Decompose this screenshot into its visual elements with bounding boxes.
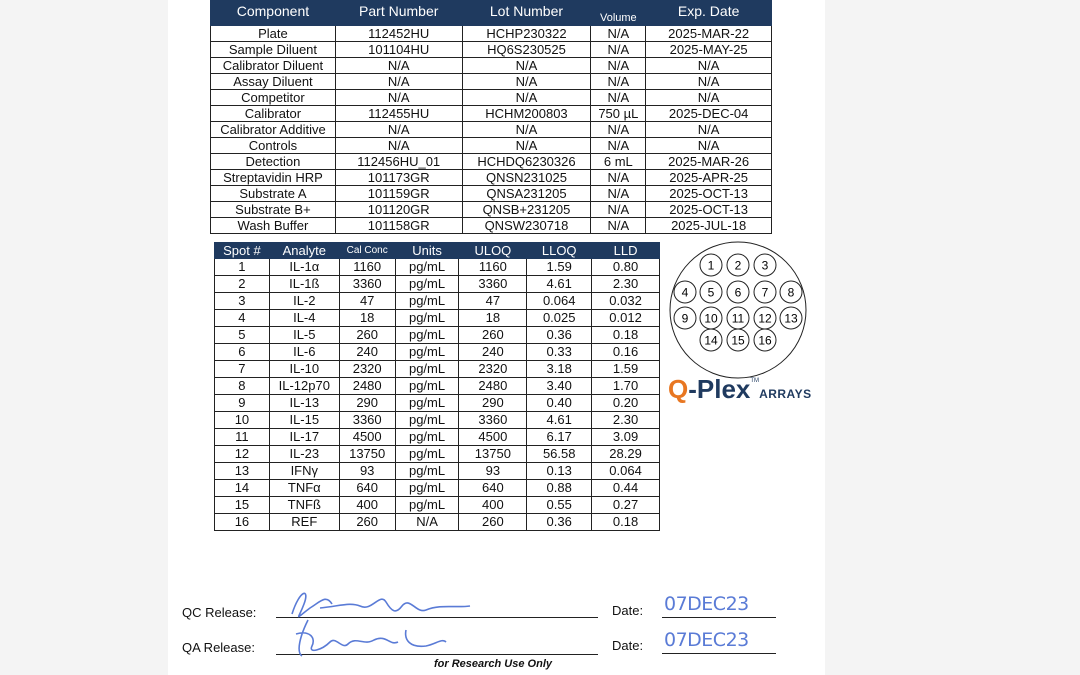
analyte-cell: pg/mL	[395, 446, 459, 463]
analyte-cell: pg/mL	[395, 497, 459, 514]
analyte-cell: 260	[339, 514, 395, 531]
analyte-cell: pg/mL	[395, 378, 459, 395]
analyte-cell: 13750	[459, 446, 527, 463]
analyte-row	[215, 361, 660, 378]
components-cell: QNSB+231205	[462, 202, 591, 218]
header-cal-conc: Cal Conc	[339, 243, 395, 259]
components-cell: 2025-MAR-22	[646, 26, 772, 42]
analyte-cell: 240	[459, 344, 527, 361]
components-cell: 101120GR	[335, 202, 462, 218]
components-cell: 2025-OCT-13	[646, 202, 772, 218]
analyte-cell: 3.09	[592, 429, 660, 446]
analyte-cell: IL-6	[269, 344, 339, 361]
analyte-cell: 6.17	[527, 429, 592, 446]
components-row	[211, 186, 772, 202]
analyte-row	[215, 344, 660, 361]
components-cell: HCHDQ6230326	[462, 154, 591, 170]
components-cell: 2025-APR-25	[646, 170, 772, 186]
analyte-row	[215, 395, 660, 412]
components-cell: HQ6S230525	[462, 42, 591, 58]
analyte-cell: 3360	[339, 412, 395, 429]
analyte-cell: 2	[215, 276, 270, 293]
components-cell: N/A	[591, 170, 646, 186]
components-row	[211, 170, 772, 186]
analyte-cell: 240	[339, 344, 395, 361]
components-cell: N/A	[646, 90, 772, 106]
analyte-cell: 18	[459, 310, 527, 327]
components-row	[211, 58, 772, 74]
qc-date-line	[662, 617, 776, 618]
analyte-row	[215, 497, 660, 514]
components-cell: Calibrator Additive	[211, 122, 336, 138]
analyte-row	[215, 463, 660, 480]
components-header-row	[211, 0, 772, 26]
analyte-cell: 2320	[459, 361, 527, 378]
components-cell: QNSN231025	[462, 170, 591, 186]
analyte-row	[215, 378, 660, 395]
analyte-cell: pg/mL	[395, 344, 459, 361]
analyte-cell: IL-15	[269, 412, 339, 429]
header-lld: LLD	[592, 243, 660, 259]
analyte-cell: 0.064	[592, 463, 660, 480]
components-cell: 101159GR	[335, 186, 462, 202]
components-cell: N/A	[335, 58, 462, 74]
analyte-row	[215, 412, 660, 429]
header-component: Component	[211, 0, 336, 26]
header-uloq: ULOQ	[459, 243, 527, 259]
analyte-cell: 400	[339, 497, 395, 514]
spot-label: 12	[758, 311, 772, 326]
header-analyte: Analyte	[269, 243, 339, 259]
analyte-cell: 93	[459, 463, 527, 480]
components-cell: 2025-JUL-18	[646, 218, 772, 234]
analyte-cell: 2.30	[592, 276, 660, 293]
analyte-cell: 640	[459, 480, 527, 497]
analyte-cell: 1.70	[592, 378, 660, 395]
components-cell: N/A	[591, 42, 646, 58]
analyte-cell: 0.33	[527, 344, 592, 361]
header-part-number: Part Number	[335, 0, 462, 26]
components-cell: N/A	[591, 218, 646, 234]
analyte-cell: 400	[459, 497, 527, 514]
analyte-cell: 4500	[459, 429, 527, 446]
components-cell: N/A	[335, 90, 462, 106]
analyte-cell: 1	[215, 259, 270, 276]
components-cell: Substrate A	[211, 186, 336, 202]
analyte-cell: 260	[459, 327, 527, 344]
components-cell: N/A	[462, 138, 591, 154]
components-cell: N/A	[591, 202, 646, 218]
spot-label: 16	[758, 333, 772, 348]
analyte-row	[215, 429, 660, 446]
components-cell: N/A	[462, 122, 591, 138]
analyte-cell: 0.88	[527, 480, 592, 497]
analyte-cell: 47	[339, 293, 395, 310]
analyte-cell: 1160	[459, 259, 527, 276]
components-cell: Calibrator	[211, 106, 336, 122]
spot-label: 13	[784, 311, 798, 326]
spot-label: 14	[704, 333, 718, 348]
analyte-cell: pg/mL	[395, 429, 459, 446]
components-cell: N/A	[591, 90, 646, 106]
components-cell: QNSA231205	[462, 186, 591, 202]
qc-date-label: Date:	[612, 603, 644, 618]
components-cell: Assay Diluent	[211, 74, 336, 90]
analyte-cell: 11	[215, 429, 270, 446]
analyte-cell: 2.30	[592, 412, 660, 429]
components-cell: Controls	[211, 138, 336, 154]
analyte-cell: N/A	[395, 514, 459, 531]
analyte-row	[215, 276, 660, 293]
analyte-cell: 47	[459, 293, 527, 310]
analyte-cell: IL-4	[269, 310, 339, 327]
analyte-cell: 3360	[339, 276, 395, 293]
components-cell: HCHP230322	[462, 26, 591, 42]
header-volume: Volume	[591, 0, 646, 26]
analyte-cell: 5	[215, 327, 270, 344]
analyte-cell: 1160	[339, 259, 395, 276]
analyte-cell: TNFß	[269, 497, 339, 514]
analyte-cell: pg/mL	[395, 480, 459, 497]
analyte-cell: 93	[339, 463, 395, 480]
analyte-row	[215, 327, 660, 344]
components-row	[211, 138, 772, 154]
analyte-cell: IL-1α	[269, 259, 339, 276]
spot-label: 15	[731, 333, 745, 348]
analyte-cell: 10	[215, 412, 270, 429]
components-cell: N/A	[646, 138, 772, 154]
qa-date-line	[662, 653, 776, 654]
analyte-cell: 0.27	[592, 497, 660, 514]
analyte-row	[215, 310, 660, 327]
analyte-cell: IL-2	[269, 293, 339, 310]
analyte-cell: 16	[215, 514, 270, 531]
qa-date-value: 07DEC23	[664, 629, 749, 651]
spot-label: 8	[787, 285, 795, 300]
components-cell: N/A	[591, 58, 646, 74]
components-cell: 750 µL	[591, 106, 646, 122]
analyte-cell: IL-1ß	[269, 276, 339, 293]
header-units: Units	[395, 243, 459, 259]
analyte-cell: 14	[215, 480, 270, 497]
analyte-cell: 0.36	[527, 514, 592, 531]
components-cell: QNSW230718	[462, 218, 591, 234]
analyte-cell: 13	[215, 463, 270, 480]
analyte-cell: pg/mL	[395, 463, 459, 480]
components-cell: N/A	[462, 74, 591, 90]
components-cell: 112455HU	[335, 106, 462, 122]
header-spot: Spot #	[215, 243, 270, 259]
analyte-cell: 12	[215, 446, 270, 463]
header-lloq: LLOQ	[527, 243, 592, 259]
components-cell: N/A	[462, 90, 591, 106]
analyte-cell: 0.36	[527, 327, 592, 344]
analyte-cell: 0.032	[592, 293, 660, 310]
components-cell: N/A	[646, 122, 772, 138]
analyte-cell: 0.18	[592, 514, 660, 531]
analyte-cell: 0.20	[592, 395, 660, 412]
analyte-cell: 4.61	[527, 412, 592, 429]
components-cell: Calibrator Diluent	[211, 58, 336, 74]
analyte-cell: 0.80	[592, 259, 660, 276]
analyte-cell: 290	[459, 395, 527, 412]
components-cell: Streptavidin HRP	[211, 170, 336, 186]
spot-label: 3	[761, 258, 769, 273]
logo-tm: TM	[750, 378, 760, 384]
components-cell: N/A	[591, 26, 646, 42]
analyte-cell: TNFα	[269, 480, 339, 497]
components-cell: N/A	[591, 186, 646, 202]
components-cell: 112452HU	[335, 26, 462, 42]
analyte-cell: 4500	[339, 429, 395, 446]
analyte-cell: 9	[215, 395, 270, 412]
logo-q: Q	[668, 374, 689, 404]
analyte-cell: IL-17	[269, 429, 339, 446]
qc-release-label: QC Release:	[182, 605, 257, 620]
analyte-cell: IL-5	[269, 327, 339, 344]
spot-label: 11	[731, 311, 745, 326]
analyte-row	[215, 293, 660, 310]
analyte-row	[215, 514, 660, 531]
spot-label: 6	[734, 285, 742, 300]
analyte-cell: 0.064	[527, 293, 592, 310]
components-cell: 101173GR	[335, 170, 462, 186]
analyte-cell: pg/mL	[395, 310, 459, 327]
analyte-cell: 6	[215, 344, 270, 361]
components-cell: Sample Diluent	[211, 42, 336, 58]
components-cell: Substrate B+	[211, 202, 336, 218]
components-row	[211, 90, 772, 106]
analyte-cell: 290	[339, 395, 395, 412]
analyte-cell: pg/mL	[395, 361, 459, 378]
spot-label: 10	[704, 311, 718, 326]
analyte-cell: 3.40	[527, 378, 592, 395]
analyte-row	[215, 480, 660, 497]
components-table	[210, 0, 772, 234]
analyte-cell: 3	[215, 293, 270, 310]
header-exp-date: Exp. Date	[646, 0, 772, 26]
qc-date-value: 07DEC23	[664, 593, 749, 615]
components-cell: 101104HU	[335, 42, 462, 58]
components-row	[211, 106, 772, 122]
components-cell: Competitor	[211, 90, 336, 106]
components-cell: 101158GR	[335, 218, 462, 234]
components-cell: 2025-OCT-13	[646, 186, 772, 202]
spot-label: 1	[707, 258, 715, 273]
components-cell: Plate	[211, 26, 336, 42]
components-cell: 2025-MAY-25	[646, 42, 772, 58]
research-use-footer: for Research Use Only	[434, 658, 552, 670]
components-cell: 2025-DEC-04	[646, 106, 772, 122]
analyte-cell: IFNγ	[269, 463, 339, 480]
components-row	[211, 26, 772, 42]
analyte-cell: 7	[215, 361, 270, 378]
spot-label: 2	[734, 258, 742, 273]
analyte-cell: 18	[339, 310, 395, 327]
spot-label: 9	[681, 311, 689, 326]
spot-label: 4	[681, 285, 689, 300]
qa-date-label: Date:	[612, 638, 644, 653]
analyte-cell: pg/mL	[395, 412, 459, 429]
qa-signature	[286, 616, 466, 660]
components-row	[211, 154, 772, 170]
analyte-row	[215, 446, 660, 463]
components-row	[211, 122, 772, 138]
spot-map-diagram	[668, 240, 808, 380]
components-row	[211, 74, 772, 90]
components-row	[211, 42, 772, 58]
analyte-cell: 1.59	[527, 259, 592, 276]
analyte-cell: REF	[269, 514, 339, 531]
components-cell: N/A	[646, 58, 772, 74]
analyte-cell: 3.18	[527, 361, 592, 378]
components-cell: Wash Buffer	[211, 218, 336, 234]
analyte-cell: 4.61	[527, 276, 592, 293]
analyte-row	[215, 259, 660, 276]
analyte-cell: 3360	[459, 276, 527, 293]
analyte-cell: IL-10	[269, 361, 339, 378]
components-cell: Detection	[211, 154, 336, 170]
analyte-cell: 0.025	[527, 310, 592, 327]
components-cell: N/A	[335, 138, 462, 154]
components-cell: 112456HU_01	[335, 154, 462, 170]
analyte-cell: 2320	[339, 361, 395, 378]
analyte-cell: 0.18	[592, 327, 660, 344]
components-cell: N/A	[591, 138, 646, 154]
analyte-cell: 2480	[459, 378, 527, 395]
analyte-cell: pg/mL	[395, 395, 459, 412]
components-row	[211, 218, 772, 234]
analyte-cell: IL-13	[269, 395, 339, 412]
analyte-table	[214, 242, 660, 531]
analyte-cell: pg/mL	[395, 327, 459, 344]
components-cell: N/A	[646, 74, 772, 90]
analyte-cell: 4	[215, 310, 270, 327]
analyte-cell: 0.13	[527, 463, 592, 480]
components-cell: N/A	[462, 58, 591, 74]
components-cell: N/A	[335, 74, 462, 90]
q-plex-logo	[668, 374, 828, 408]
components-cell: 2025-MAR-26	[646, 154, 772, 170]
analyte-cell: pg/mL	[395, 259, 459, 276]
components-cell: 6 mL	[591, 154, 646, 170]
analyte-cell: 0.44	[592, 480, 660, 497]
analyte-cell: 0.16	[592, 344, 660, 361]
components-cell: HCHM200803	[462, 106, 591, 122]
components-cell: N/A	[591, 122, 646, 138]
analyte-cell: 1.59	[592, 361, 660, 378]
analyte-cell: 260	[459, 514, 527, 531]
analyte-cell: pg/mL	[395, 276, 459, 293]
analyte-header-row	[215, 243, 660, 259]
analyte-cell: pg/mL	[395, 293, 459, 310]
analyte-cell: IL-12p70	[269, 378, 339, 395]
components-row	[211, 202, 772, 218]
analyte-cell: 56.58	[527, 446, 592, 463]
analyte-cell: 28.29	[592, 446, 660, 463]
analyte-cell: 640	[339, 480, 395, 497]
analyte-cell: 2480	[339, 378, 395, 395]
analyte-cell: 0.40	[527, 395, 592, 412]
spot-label: 5	[707, 285, 715, 300]
logo-arrays: ARRAYS	[759, 387, 812, 401]
analyte-cell: 8	[215, 378, 270, 395]
analyte-cell: 260	[339, 327, 395, 344]
analyte-cell: 13750	[339, 446, 395, 463]
analyte-cell: 0.55	[527, 497, 592, 514]
analyte-cell: 0.012	[592, 310, 660, 327]
analyte-cell: 15	[215, 497, 270, 514]
header-lot-number: Lot Number	[462, 0, 591, 26]
spot-label: 7	[761, 285, 769, 300]
components-cell: N/A	[335, 122, 462, 138]
analyte-cell: IL-23	[269, 446, 339, 463]
qa-release-label: QA Release:	[182, 640, 255, 655]
components-cell: N/A	[591, 74, 646, 90]
logo-plex: -Plex	[688, 374, 751, 404]
analyte-cell: 3360	[459, 412, 527, 429]
